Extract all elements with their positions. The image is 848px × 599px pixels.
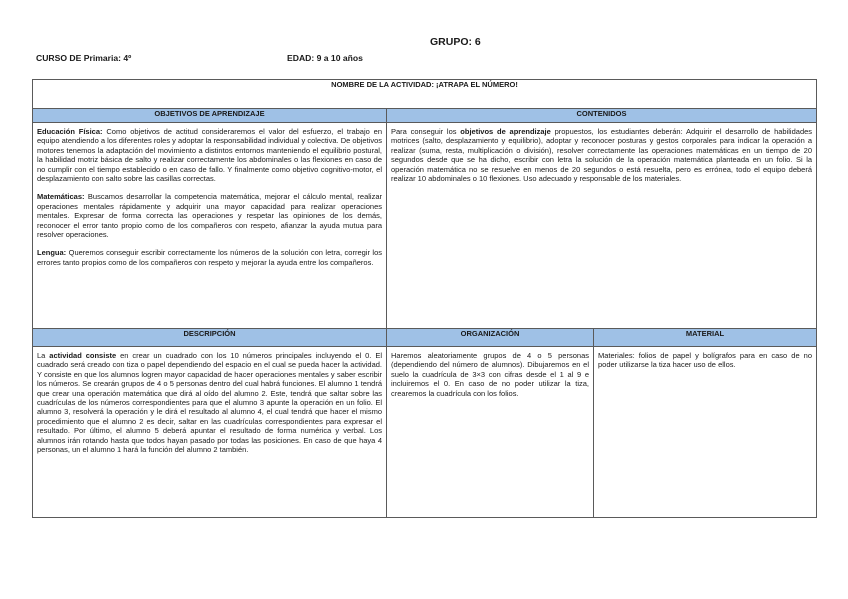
contenidos-pre: Para conseguir los: [391, 127, 461, 136]
descripcion-text: [37, 351, 382, 454]
mat-text: Buscamos desarrollar la competencia matemática, mejorar el cálculo mental, realizar operaciones mentales rápidamente y adquirir una mayor capacidad para realizar operaciones mentales. Expresar de forma correcta las operaciones y respetar las opiniones de los demás, reconocer el error tanto propio como de los compañeros con respeto, afianzar la ayuda mutua para resolver operaciones.: [37, 192, 382, 240]
descripcion-bold: actividad consiste: [49, 351, 117, 360]
ef-text: Como objetivos de actitud consideraremos el valor del esfuerzo, el trabajo en equipo atendiendo a los diferentes roles y adoptar la responsabilidad individual y colectiva. De objetivos motores tenemos la adaptación del movimiento a distintos entornos manteniendo el equilibrio postural, la habilidad motriz básica de salto y realizar correctamente los abdominales o las flexiones en caso de no cumplir con el tiempo establecido o en caso de fallo. Y finalmente como objetivo cognitivo-motor, el desplazamiento con salto sobre las casillas correctas.: [37, 127, 382, 184]
descripcion-cell: [33, 347, 387, 518]
contenidos-post: propuestos, los estudiantes deberán: Adquirir el desarrollo de habilidades motrices (salto, desplazamiento y equilibrio), adoptar y reconocer posturas y gestos corporales para indicar la operación a realizar (suma, resta, multiplicación o división), resolver correctamente las operaciones matemáticas en un tiempo de 20 segundos desde que se ha dicho, escribir con letra la solución de la operación matemática planteada en un folio. Si la operación matemática no se resuelve en menos de 20 segundos o está resuelta, pero es errónea, todo el equipo deberá realizar 10 abdominales o 10 flexiones. Uso adecuado y responsable de los materiales.: [391, 127, 813, 184]
group-label: GRUPO: 6: [430, 36, 481, 48]
material-header: MATERIAL: [594, 329, 817, 347]
contenidos-text: [391, 127, 812, 183]
activity-table: [32, 79, 817, 518]
contenidos-header: CONTENIDOS: [387, 109, 817, 123]
age-label: EDAD: 9 a 10 años: [287, 53, 363, 63]
descripcion-header: DESCRIPCIÓN: [33, 329, 387, 347]
ef-label: Educación Física:: [37, 127, 103, 136]
organizacion-cell: [387, 347, 594, 518]
activity-title: NOMBRE DE LA ACTIVIDAD: ¡ATRAPA EL NÚMERO!: [33, 80, 817, 109]
organizacion-text: Haremos aleatoriamente grupos de 4 o 5 personas (dependiendo del número de alumnos). Dibujaremos en el suelo la cuadrícula de 3×3 con cifras desde el 1 al 9 e incluiremos el 0. En caso de no poder utilizar la tiza, crearemos la cuadrícula con los folios.: [391, 351, 589, 398]
material-text: Materiales: folios de papel y bolígrafos para en caso de no poder utilizarse la tiza hacer uso de ellos.: [598, 351, 813, 370]
objetivos-header: OBJETIVOS DE APRENDIZAJE: [33, 109, 387, 123]
descripcion-pre: La: [37, 351, 50, 360]
objetivo-educacion-fisica: [37, 127, 382, 183]
contenidos-cell: [387, 123, 817, 329]
organizacion-header: ORGANIZACIÓN: [387, 329, 594, 347]
objetivos-cell: [33, 123, 387, 329]
objetivo-matematicas: [37, 192, 382, 239]
len-label: Lengua:: [37, 248, 67, 258]
len-text: Queremos conseguir escribir correctamente los números de la solución con letra, corregir los errores tanto propios como de los compañeros con respeto y mejorar la ayuda entre los compañeros.: [37, 248, 382, 267]
contenidos-bold: objetivos de aprendizaje: [460, 127, 551, 136]
course-label: CURSO DE Primaria: 4º: [36, 53, 132, 63]
objetivo-lengua: [37, 248, 382, 267]
descripcion-post: en crear un cuadrado con los 10 números principales incluyendo el 0. El cuadrado será creado con tiza o papel dependiendo del espacio en el cual se pueda hacer la actividad. Y consiste en que los alumnos logren mayor capacidad de hacer operaciones mentales y saber escribir los números. Se crearán grupos de 4 o 5 personas dentro del cual habrá funciones. El alumno 1 tendrá que crear una operación matemática que dirá al oído del alumno 2. Este, tendrá que saltar sobre las cuadrículas de los números correspondientes para que el alumno 3 apunte la operación en un folio. El alumno 3, resolverá la operación y le dirá el resultado al alumno 4, el cual tendrá que hacer el mismo procedimiento que el alumno 2 es decir, saltar en las cuadrículas correspondientes para expresar el resultado. Por último, el alumno 5 deberá apuntar el resultado de forma numérica y verbal. Los alumnos irán rotando hasta que todos hayan pasado por todas las posiciones. En caso de que haya 4 personas, un el alumno 1 hará la función del alumno 2 también.: [37, 351, 382, 455]
mat-label: Matemáticas:: [37, 192, 85, 202]
material-cell: [594, 347, 817, 518]
